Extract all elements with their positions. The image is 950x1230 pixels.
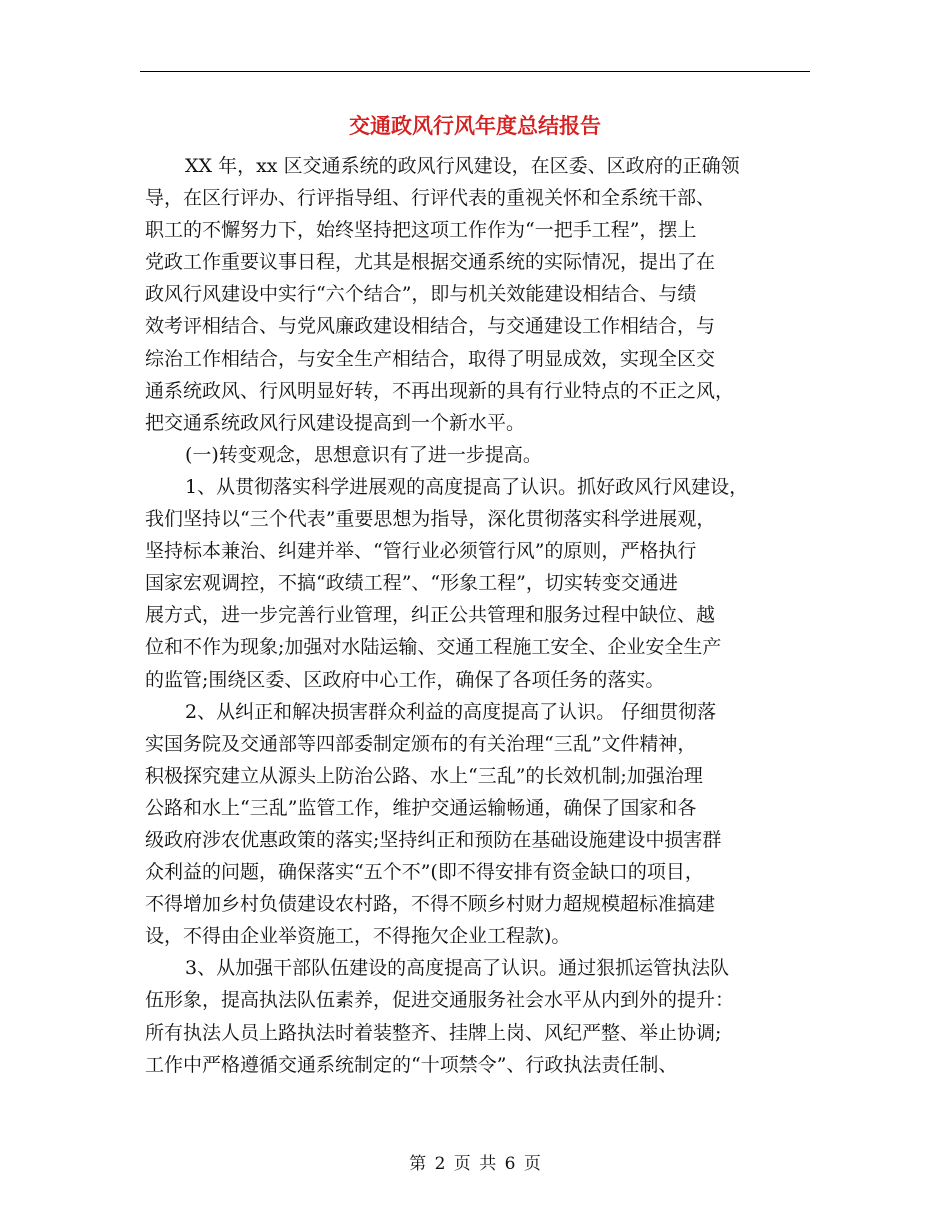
body-line: 效考评相结合、与党风廉政建设相结合，与交通建设工作相结合，与 <box>145 315 716 338</box>
body-line: 所有执法人员上路执法时着装整齐、挂牌上岗、风纪严整、举止协调; <box>145 1021 722 1044</box>
body-line: 位和不作为现象;加强对水陆运输、交通工程施工安全、企业安全生产 <box>145 636 722 659</box>
body-line: 的监管;围绕区委、区政府中心工作，确保了各项任务的落实。 <box>145 668 665 691</box>
body-line: 职工的不懈努力下，始终坚持把这项工作作为“一把手工程”，摆上 <box>145 219 697 242</box>
body-line: 党政工作重要议事日程，尤其是根据交通系统的实际情况，提出了在 <box>145 251 716 274</box>
body-line: 级政府涉农优惠政策的落实;坚持纠正和预防在基础设施建设中损害群 <box>145 828 722 851</box>
header-rule <box>140 71 810 72</box>
body-line: (一)转变观念，思想意识有了进一步提高。 <box>185 443 542 466</box>
body-line: 3、从加强干部队伍建设的高度提高了认识。通过狠抓运管执法队 <box>185 957 730 980</box>
body-line: 积极探究建立从源头上防治公路、水上“三乱”的长效机制;加强治理 <box>145 764 703 787</box>
body-line: 政风行风建设中实行“六个结合”，即与机关效能建设相结合、与绩 <box>145 283 697 306</box>
document-body <box>145 150 813 1081</box>
page-number: 第 2 页 共 6 页 <box>409 1154 541 1174</box>
body-line: 1、从贯彻落实科学进展观的高度提高了认识。抓好政风行风建设， <box>185 475 749 498</box>
body-line: 综治工作相结合，与安全生产相结合，取得了明显成效，实现全区交 <box>145 347 716 370</box>
body-line: 不得增加乡村负债建设农村路，不得不顾乡村财力超规模超标准搞建 <box>145 893 716 916</box>
body-line: 通系统政风、行风明显好转，不再出现新的具有行业特点的不正之风， <box>145 379 735 402</box>
body-line: 我们坚持以“三个代表”重要思想为指导，深化贯彻落实科学进展观， <box>145 508 716 531</box>
body-line: 公路和水上“三乱”监管工作，维护交通运输畅通，确保了国家和各 <box>145 796 697 819</box>
body-line: XX 年，xx 区交通系统的政风行风建设，在区委、区政府的正确领 <box>185 155 740 177</box>
body-line: 实国务院及交通部等四部委制定颁布的有关治理“三乱”文件精神， <box>145 732 697 755</box>
body-line: 把交通系统政风行风建设提高到一个新水平。 <box>145 411 526 434</box>
body-line: 坚持标本兼治、纠建并举、“管行业必须管行风”的原则，严格执行 <box>145 540 697 563</box>
body-line: 国家宏观调控，不搞“政绩工程”、“形象工程”，切实转变交通进 <box>145 572 678 595</box>
body-line: 众利益的问题，确保落实“五个不”(即不得安排有资金缺口的项目， <box>145 861 704 884</box>
body-line: 导，在区行评办、行评指导组、行评代表的重视关怀和全系统干部、 <box>145 187 716 210</box>
body-line: 工作中严格遵循交通系统制定的“十项禁令”、行政执法责任制、 <box>145 1053 678 1076</box>
body-line: 展方式，进一步完善行业管理，纠正公共管理和服务过程中缺位、越 <box>145 604 716 627</box>
body-line: 设，不得由企业举资施工，不得拖欠企业工程款)。 <box>145 925 571 948</box>
document-title: 交通政风行风年度总结报告 <box>349 113 601 138</box>
body-line: 伍形象，提高执法队伍素养，促进交通服务社会水平从内到外的提升： <box>145 989 735 1012</box>
body-line: 2、从纠正和解决损害群众利益的高度提高了认识。 仔细贯彻落 <box>185 700 717 723</box>
